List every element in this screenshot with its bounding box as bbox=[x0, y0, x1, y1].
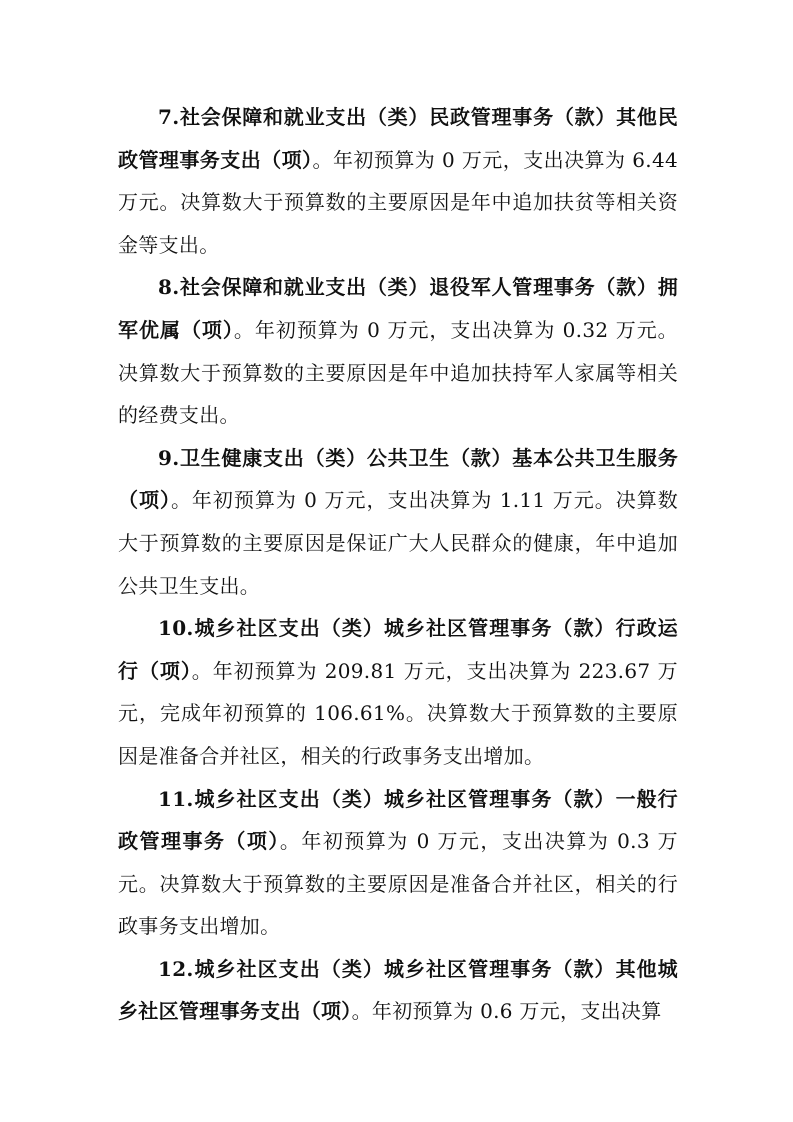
paragraph-text: 。年初预算为 0 万元，支出决算为 1.11 万元。决算数大于预算数的主要原因是保证广大人民群众的健康，年中追加公共卫生支出。 bbox=[118, 488, 678, 598]
paragraph-heading: 11.城乡社区支出（类）城乡社区管理事务（款）一般行政管理事务（项） bbox=[118, 786, 678, 854]
paragraph-heading: 8.社会保障和就业支出（类）退役军人管理事务（款）拥军优属（项） bbox=[118, 275, 678, 342]
paragraph-text: 。年初预算为 209.81 万元，支出决算为 223.67 万元，完成年初预算的 106.61%。决算数大于预算数的主要原因是准备合并社区，相关的行政事务支出增加。 bbox=[118, 658, 678, 768]
paragraph-text: 。年初预算为 0 万元，支出决算为 0.32 万元。决算数大于预算数的主要原因是年中追加扶持军人家属等相关的经费支出。 bbox=[118, 317, 678, 428]
paragraph-item-9 bbox=[118, 437, 678, 607]
paragraph-item-8 bbox=[118, 266, 678, 436]
paragraph-text: 。年初预算为 0 万元，支出决算为 6.44 万元。决算数大于预算数的主要原因是年中追加扶贫等相关资金等支出。 bbox=[118, 147, 679, 257]
paragraph-text: 。年初预算为 0 万元，支出决算为 0.3 万元。决算数大于预算数的主要原因是准备合并社区，相关的行政事务支出增加。 bbox=[118, 829, 678, 939]
paragraph-heading: 7.社会保障和就业支出（类）民政管理事务（款）其他民政管理事务支出（项） bbox=[118, 105, 678, 172]
paragraph-item-11 bbox=[118, 778, 678, 948]
paragraph-heading: 9.卫生健康支出（类）公共卫生（款）基本公共卫生服务（项） bbox=[118, 445, 678, 513]
paragraph-heading: 10.城乡社区支出（类）城乡社区管理事务（款）行政运行（项） bbox=[118, 616, 678, 683]
paragraph-item-10 bbox=[118, 607, 678, 777]
paragraph-heading: 12.城乡社区支出（类）城乡社区管理事务（款）其他城乡社区管理事务支出（项） bbox=[118, 956, 678, 1024]
paragraph-item-12 bbox=[118, 948, 678, 1033]
document-body bbox=[118, 96, 678, 1033]
paragraph-text: 。年初预算为 0.6 万元，支出决算 bbox=[351, 999, 662, 1024]
paragraph-item-7 bbox=[118, 96, 678, 266]
